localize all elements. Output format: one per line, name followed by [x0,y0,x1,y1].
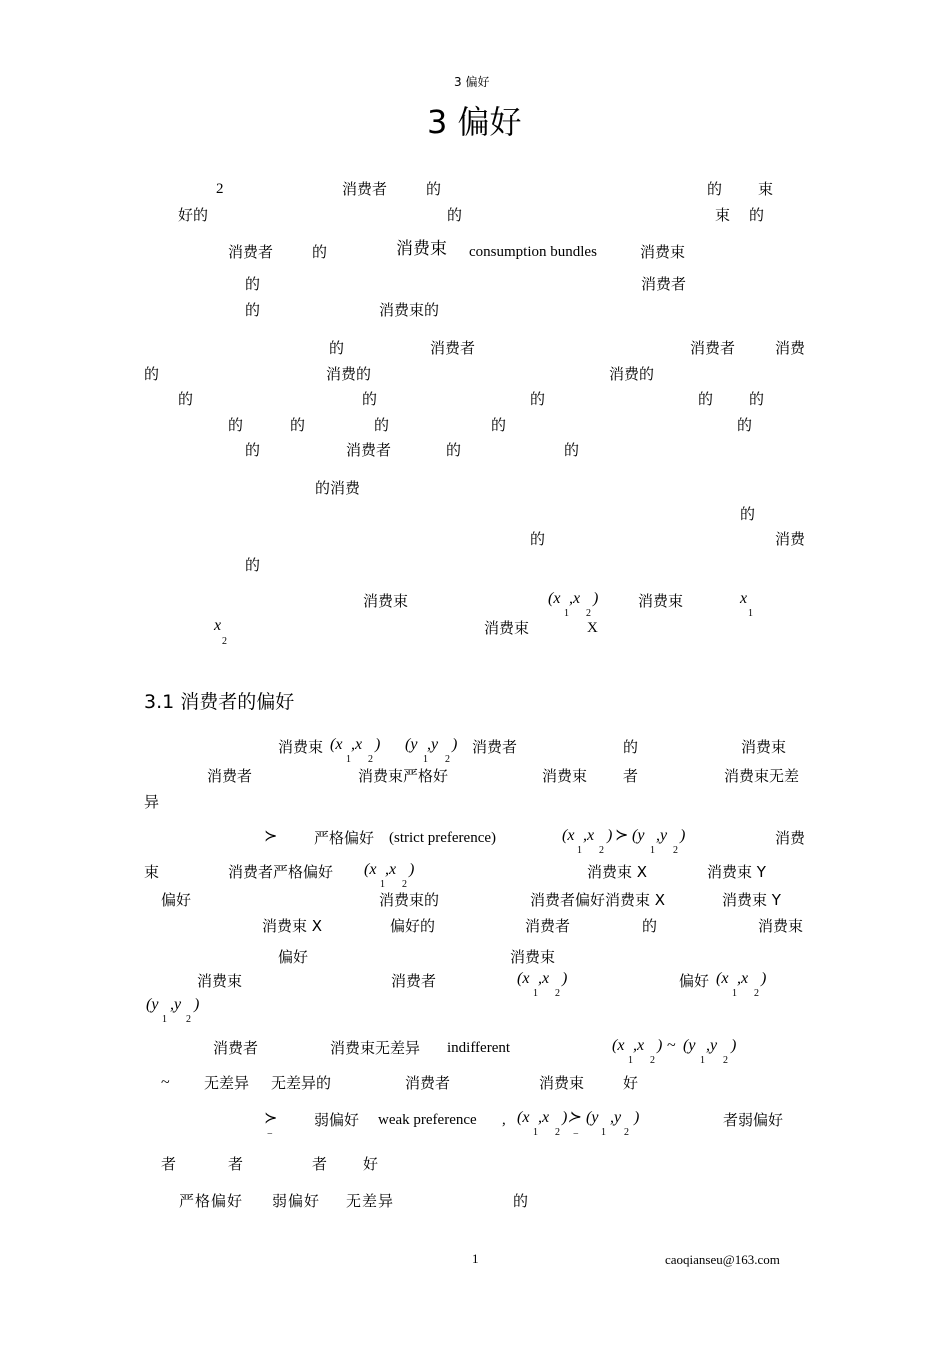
text-fragment: 的 [362,390,378,408]
math-symbol: ,x [385,861,397,878]
text-fragment: 消费束严格好 [358,767,449,785]
math-symbol: ) [657,1037,663,1054]
text-fragment: 的 [144,365,160,383]
text-fragment: 的 [740,505,756,523]
text-fragment: 的 [707,180,723,198]
math-symbol: ,x [569,590,581,607]
math-symbol: (y [405,736,418,753]
math-symbol: ,y [610,1109,622,1126]
text-fragment: 消费束 [542,767,588,785]
text-fragment: 的 [245,556,261,574]
math-symbol: ,x [538,1109,550,1126]
text-fragment: 消费者 [472,738,518,756]
text-fragment: 消费者 [690,339,736,357]
math-symbol: ) [731,1037,737,1054]
strict-preference-symbol: ≻ [264,828,278,845]
math-symbol: )≻ [562,1109,581,1126]
math-symbol: ) [562,970,568,987]
math-symbol: (x [548,590,561,607]
text-fragment: 的 [491,416,507,434]
math-symbol: (y [586,1109,599,1126]
math-subscript: 1 [533,1127,538,1138]
math-subscript: 1 [564,608,569,619]
text-fragment: weak preference [378,1112,477,1128]
math-symbol: ) [452,736,458,753]
text-fragment: 消费束无差 [724,767,800,785]
math-symbol: ,x [633,1037,645,1054]
text-fragment: 消费者严格偏好 [228,863,334,881]
text-fragment: 消费的 [326,365,372,383]
math-subscript: 1 [577,845,582,856]
math-symbol: ) [194,996,200,1013]
math-symbol: (x [562,827,575,844]
text-fragment: , [502,1112,506,1128]
text-fragment: 的 [623,738,639,756]
math-symbol: (x [364,861,377,878]
weak-preference-underbar: − [267,1129,273,1140]
text-fragment: 的 [178,390,194,408]
section-heading: 3.1 消费者的偏好 [144,691,295,713]
math-symbol: (x [517,970,530,987]
math-symbol: (x [716,970,729,987]
math-subscript: 2 [586,608,591,619]
text-fragment: 消费者 [641,275,687,293]
math-symbol: ,y [706,1037,718,1054]
text-fragment: 的 [446,441,462,459]
text-fragment: 的 [530,390,546,408]
math-subscript: 1 [346,754,351,765]
math-subscript: 2 [599,845,604,856]
math-subscript: 2 [222,636,227,647]
math-subscript: 2 [368,754,373,765]
text-fragment: (strict preference) [389,830,497,846]
math-subscript: 2 [555,988,560,999]
math-symbol: ) [761,970,767,987]
text-fragment: 消费 [775,829,806,847]
text-fragment: 的 [564,441,580,459]
text-fragment: 偏好的 [390,917,436,935]
text-fragment: 2 [216,181,224,197]
text-fragment: 消费 [775,530,806,548]
text-fragment: 消费者 [342,180,388,198]
math-subscript: 1 [628,1055,633,1066]
text-fragment: 消费者 [430,339,476,357]
text-fragment: 的 [245,441,261,459]
indifference-symbol: ~ [161,1074,170,1091]
term-weak-preference: 弱偏好 [314,1111,360,1129]
text-fragment: 的 [329,339,345,357]
text-fragment: consumption bundles [469,244,597,260]
text-fragment: 束 [715,206,731,224]
text-fragment: 者弱偏好 [723,1111,784,1129]
text-fragment: 者 [161,1155,177,1173]
math-subscript: 1 [162,1014,167,1025]
math-subscript: 1 [650,845,655,856]
math-symbol: ) [680,827,686,844]
math-symbol: ,x [583,827,595,844]
text-fragment: 的 [530,530,546,548]
text-fragment: 消费束 [197,972,243,990]
math-subscript: 2 [650,1055,655,1066]
text-fragment: 的 [447,206,463,224]
math-subscript: 1 [423,754,428,765]
text-fragment: 消费束 [539,1074,585,1092]
text-fragment: 的 [698,390,714,408]
math-subscript: 1 [748,608,753,619]
math-subscript: 2 [445,754,450,765]
math-symbol: ) [634,1109,640,1126]
text-fragment: 消费束 Y [707,863,766,881]
term-indifferent: 消费束无差异 [330,1039,421,1057]
math-symbol: (y [683,1037,696,1054]
math-symbol: x [740,590,748,607]
text-fragment: 的 [513,1192,529,1210]
text-fragment: 好 [623,1074,639,1092]
math-subscript: 1 [533,988,538,999]
term-consumption-bundle: 消费束 [396,239,447,259]
text-fragment: 消费束 [278,738,324,756]
text-fragment: 者 [623,767,639,785]
text-fragment: 偏好 [278,948,309,966]
text-fragment: 消费 [775,339,806,357]
math-subscript: 2 [673,845,678,856]
math-symbol: (y [632,827,645,844]
math-subscript: 2 [186,1014,191,1025]
math-subscript: 2 [624,1127,629,1138]
text-fragment: 的 [642,917,658,935]
text-fragment: 偏好 [679,972,710,990]
text-fragment: 消费束 [484,619,530,637]
math-symbol: ) [375,736,381,753]
indifference-symbol: ~ [667,1037,676,1054]
text-fragment: 的 [228,416,244,434]
term-strict-preference: 严格偏好 [314,829,375,847]
text-fragment: 消费者 [525,917,571,935]
text-fragment: 无差异的 [271,1074,332,1092]
text-fragment: 消费束 X [262,917,323,935]
text-fragment: 的消费 [315,479,361,497]
text-fragment: 消费者 [346,441,392,459]
math-symbol: ,y [656,827,668,844]
math-subscript: 1 [700,1055,705,1066]
text-fragment: 者 [228,1155,244,1173]
math-subscript: 2 [754,988,759,999]
text-fragment: 束 [758,180,774,198]
math-symbol: (y [146,996,159,1013]
text-fragment: 的 [749,206,765,224]
text-fragment: 消费者 [405,1074,451,1092]
text-fragment: 好的 [178,206,209,224]
math-symbol: ,y [427,736,439,753]
text-fragment: 消费束 [741,738,787,756]
text-fragment: 者 [312,1155,328,1173]
author-email: caoqianseu@163.com [665,1252,780,1267]
text-fragment: 消费者 [213,1039,259,1057]
math-subscript: 1 [732,988,737,999]
text-fragment: 的 [245,275,261,293]
text-fragment: 消费束的 [379,301,440,319]
math-symbol: ,y [170,996,182,1013]
text-fragment: 无差异 [204,1074,250,1092]
text-fragment: 的 [426,180,442,198]
text-fragment: 消费者 [207,767,253,785]
strict-preference-symbol: ≻ [615,827,629,844]
text-fragment: 无差异 [346,1192,395,1210]
text-fragment: 消费束 [640,243,686,261]
text-fragment: 的 [737,416,753,434]
page-number: 1 [472,1251,479,1266]
math-subscript: 1 [380,879,385,890]
text-fragment: 束 [144,863,160,881]
text-fragment: 严格偏好 [179,1192,244,1210]
text-fragment: 好 [363,1155,379,1173]
text-fragment: 的 [312,243,328,261]
math-symbol: (x [517,1109,530,1126]
math-symbol: ) [607,827,613,844]
text-fragment: 的 [749,390,765,408]
weak-preference-underbar: − [573,1129,579,1140]
text-fragment: 的 [290,416,306,434]
text-fragment: 消费者 [391,972,437,990]
text-fragment: 消费束 Y [722,891,781,909]
text-fragment: indifferent [447,1040,511,1056]
weak-preference-symbol: ≻ [264,1110,278,1127]
text-fragment: X [587,620,598,636]
text-fragment: 消费者偏好消费束 X [530,891,666,909]
math-symbol: x [214,617,222,634]
math-subscript: 2 [723,1055,728,1066]
math-subscript: 2 [555,1127,560,1138]
running-header: 3 偏好 [454,75,490,89]
math-subscript: 1 [601,1127,606,1138]
text-fragment: 异 [144,793,160,811]
math-symbol: ,x [538,970,550,987]
math-subscript: 2 [402,879,407,890]
math-symbol: ) [593,590,599,607]
text-fragment: 的 [245,301,261,319]
text-fragment: 消费束 [638,592,684,610]
text-fragment: 消费的 [609,365,655,383]
text-fragment: 消费束的 [379,891,440,909]
page-title: 3 偏好 [427,103,522,141]
text-fragment: 的 [374,416,390,434]
text-fragment: 消费束 [758,917,804,935]
text-fragment: 偏好 [161,891,192,909]
text-fragment: 消费束 [510,948,556,966]
math-symbol: (x [612,1037,625,1054]
math-symbol: ) [409,861,415,878]
text-fragment: 弱偏好 [272,1192,321,1210]
math-symbol: ,x [737,970,749,987]
text-fragment: 消费束 [363,592,409,610]
math-symbol: (x [330,736,343,753]
text-fragment: 消费束 X [587,863,648,881]
text-fragment: 消费者 [228,243,274,261]
math-symbol: ,x [351,736,363,753]
